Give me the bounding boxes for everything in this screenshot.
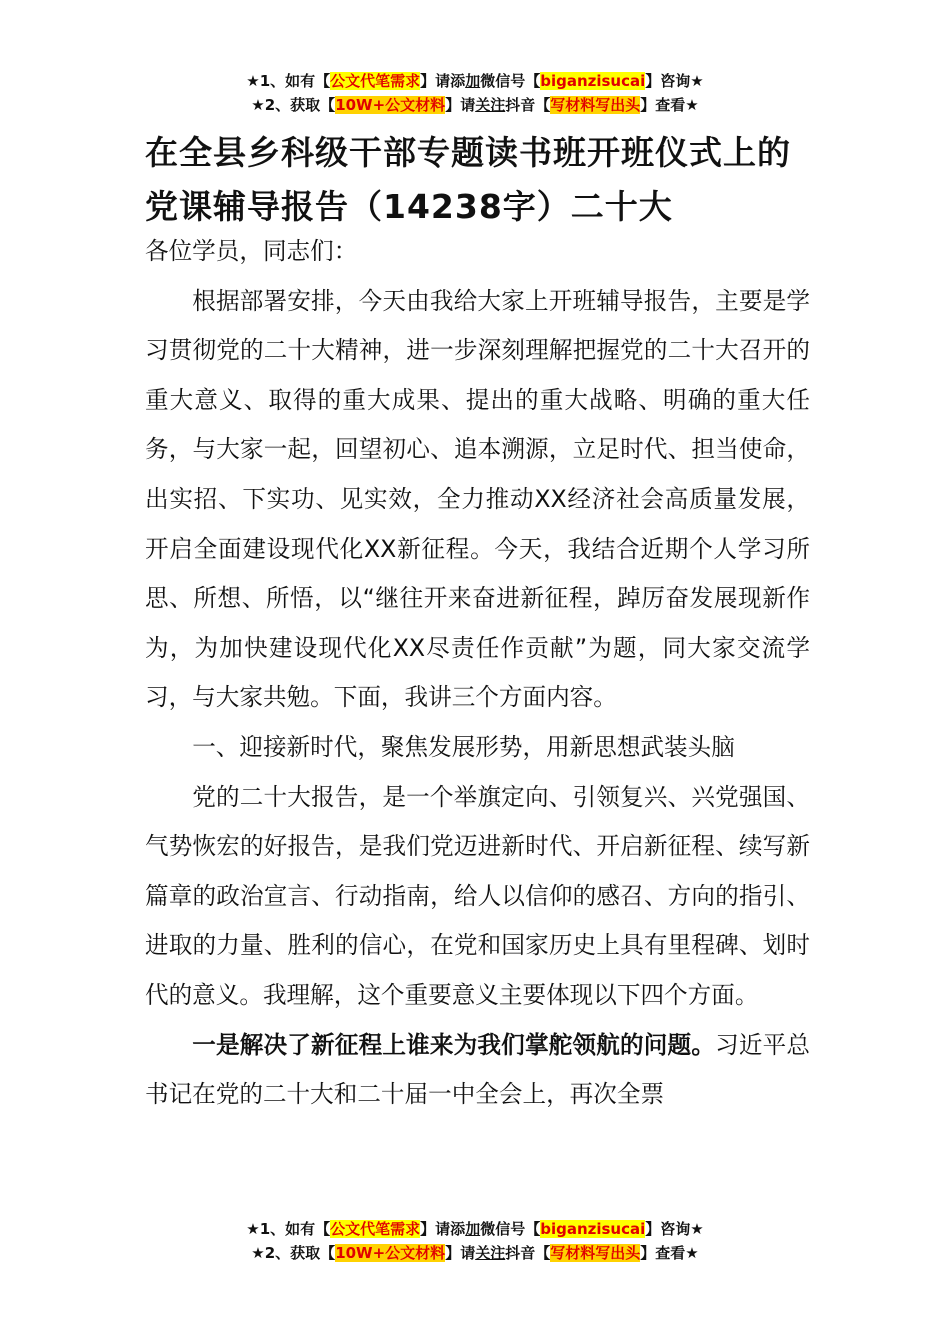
promo-text: 】请添 bbox=[420, 1220, 466, 1238]
promo-douyin-id: 写材料写出头 bbox=[550, 1244, 641, 1262]
paragraph-significance: 党的二十大报告，是一个举旗定向、引领复兴、兴党强国、气势恢宏的好报告，是我们党迈进新时代、开启新征程、续写新篇章的政治宣言、行动指南，给人以信仰的感召、方向的指引、进取的力量、胜利的信心，在党和国家历史上具有里程碑、划时代的意义。我理解，这个重要意义主要体现以下四个方面。 bbox=[145, 782, 810, 1009]
promo-text: 】查看★ bbox=[640, 1244, 699, 1262]
promo-text: 】查看★ bbox=[640, 96, 699, 114]
document-title: 在全县乡科级干部专题读书班开班仪式上的党课辅导报告（14238字）二十大 bbox=[145, 133, 791, 226]
promo-line-1 bbox=[0, 1218, 950, 1242]
promo-text: ★2、获取【 bbox=[251, 96, 336, 114]
promo-line-2 bbox=[0, 94, 950, 118]
point-one-text: 习近平总书记在党的二十大和二十届一中全会上，再次全票 bbox=[145, 1030, 811, 1109]
promo-wechat-id: biganzisucai bbox=[540, 72, 646, 90]
promo-text: 】咨询★ bbox=[645, 1220, 704, 1238]
salutation: 各位学员，同志们： bbox=[145, 237, 358, 265]
promo-wechat-id: biganzisucai bbox=[540, 1220, 646, 1238]
promo-text: 微信号【 bbox=[480, 1220, 541, 1238]
promo-highlight: 公文代笔需求 bbox=[330, 72, 421, 90]
paragraph-intro: 根据部署安排，今天由我给大家上开班辅导报告，主要是学习贯彻党的二十大精神，进一步深刻理解把握党的二十大召开的重大意义、取得的重大成果、提出的重大战略、明确的重大任务，与大家一起，回望初心、追本溯源，立足时代、担当使命，出实招、下实功、见实效，全力推动XX经济社会高质量发展，开启全面建设现代化XX新征程。今天，我结合近期个人学习所思、所想、所悟，以“继往开来奋进新征程，踔厉奋发展现新作为，为加快建设现代化XX尽责任作贡献”为题，同大家交流学习，与大家共勉。下面，我讲三个方面内容。 bbox=[145, 286, 810, 712]
promo-text: ★1、如有【 bbox=[246, 72, 331, 90]
promo-text: 微信号【 bbox=[480, 72, 541, 90]
promo-line-2 bbox=[0, 1242, 950, 1266]
promo-highlight: 10W+公文材料 bbox=[335, 96, 446, 114]
promo-text: 抖音【 bbox=[505, 96, 551, 114]
promo-text: 】请 bbox=[445, 1244, 476, 1262]
promo-text: 】请 bbox=[445, 96, 476, 114]
promo-footer bbox=[0, 1218, 950, 1266]
promo-highlight: 10W+公文材料 bbox=[335, 1244, 446, 1262]
promo-underline: 加 bbox=[465, 72, 481, 90]
section-heading: 一、迎接新时代，聚焦发展形势，用新思想武装头脑 bbox=[192, 732, 735, 761]
promo-line-1 bbox=[0, 70, 950, 94]
promo-text: 抖音【 bbox=[505, 1244, 551, 1262]
promo-text: 】咨询★ bbox=[645, 72, 704, 90]
promo-underline: 关注 bbox=[475, 1244, 506, 1262]
promo-underline: 关注 bbox=[475, 96, 506, 114]
promo-douyin-id: 写材料写出头 bbox=[550, 96, 641, 114]
promo-text: 】请添 bbox=[420, 72, 466, 90]
promo-highlight: 公文代笔需求 bbox=[330, 1220, 421, 1238]
promo-text: ★1、如有【 bbox=[246, 1220, 331, 1238]
promo-header bbox=[0, 70, 950, 118]
point-one-lead: 一是解决了新征程上谁来为我们掌舵领航的问题。 bbox=[192, 1030, 716, 1059]
paragraph-point-one bbox=[145, 1021, 810, 1120]
promo-underline: 加 bbox=[465, 1220, 481, 1238]
document-body bbox=[145, 227, 810, 1120]
promo-text: ★2、获取【 bbox=[251, 1244, 336, 1262]
